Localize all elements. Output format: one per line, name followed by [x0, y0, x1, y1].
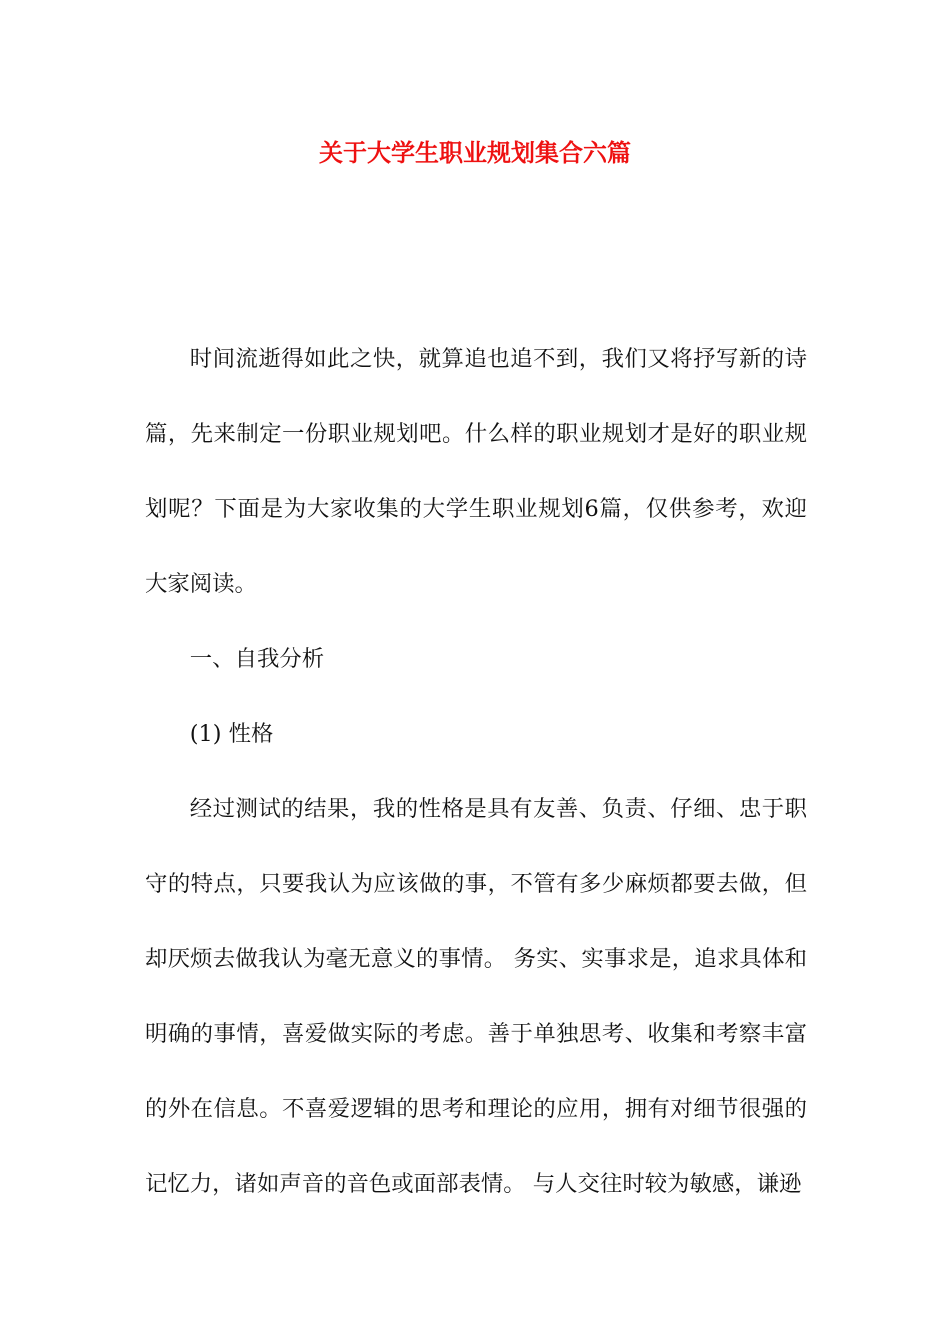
personality-paragraph: 经过测试的结果，我的性格是具有友善、负责、仔细、忠于职守的特点，只要我认为应该做的事，不管有多少麻烦都要去做，但却厌烦去做我认为毫无意义的事情。 务实、实事求是，追求具体和明确的事情，喜爱做实际的考虑。善于单独思考、收集和考察丰富的外在信息。不喜爱逻辑的思考和理论的应用，拥有对细节很强的记忆力，诸如声音的音色或面部表情。 与人交往时较为敏感，谦逊 [145, 796, 807, 1197]
subsection-heading-personality: (1) 性格 [189, 721, 274, 747]
document-body [145, 322, 807, 1222]
section-heading-self-analysis: 一、自我分析 [189, 646, 325, 672]
document-title: 关于大学生职业规划集合六篇 [319, 138, 631, 167]
intro-paragraph: 时间流逝得如此之快，就算追也追不到，我们又将抒写新的诗篇，先来制定一份职业规划吧。什么样的职业规划才是好的职业规划呢？下面是为大家收集的大学生职业规划6篇，仅供参考，欢迎大家阅读。 [145, 346, 807, 597]
